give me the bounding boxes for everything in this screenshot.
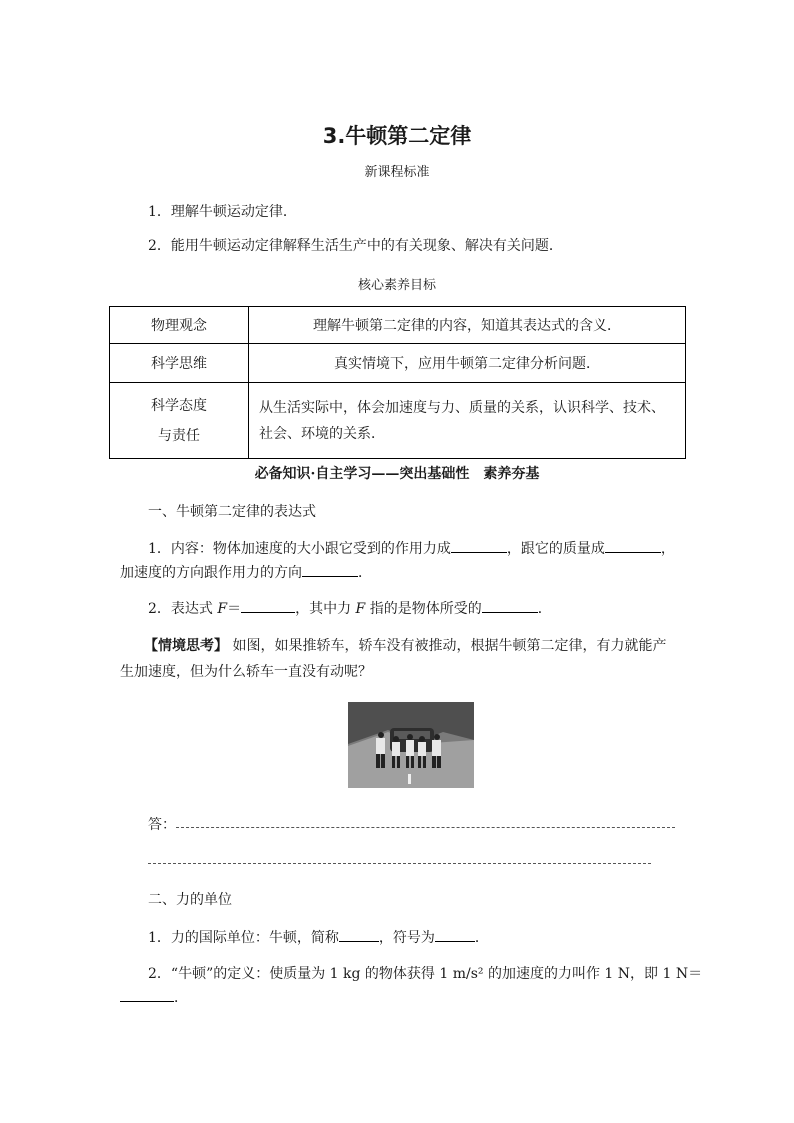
s2-item1-end: ． bbox=[474, 930, 489, 946]
s1-item1-line2 bbox=[120, 562, 372, 582]
s1-item2 bbox=[148, 598, 552, 618]
s1-item1-line2-prefix: 加速度的方向跟作用力的方向 bbox=[120, 565, 302, 581]
goals-row bbox=[110, 344, 686, 383]
answer-blank[interactable] bbox=[482, 598, 538, 613]
s2-item1-prefix: 1．力的国际单位：牛顿，简称 bbox=[148, 930, 339, 946]
answer-blank[interactable] bbox=[241, 598, 295, 613]
section2-heading: 二、力的单位 bbox=[148, 892, 232, 908]
answer-blank[interactable] bbox=[120, 987, 174, 1002]
s1-item1-line2-end: ． bbox=[358, 565, 372, 581]
answer-line[interactable] bbox=[148, 863, 651, 864]
goals-heading: 核心素养目标 bbox=[357, 278, 436, 293]
s2-item1-mid: ，符号为 bbox=[378, 930, 435, 946]
curriculum-item-2: 2．能用牛顿运动定律解释生活生产中的有关现象、解决有关问题． bbox=[148, 238, 563, 254]
answer-blank[interactable] bbox=[302, 562, 358, 577]
thinking-text1: 如图，如果推轿车，轿车没有被推动，根据牛顿第二定律，有力就能产 bbox=[228, 638, 667, 654]
thinking-line2: 生加速度，但为什么轿车一直没有动呢？ bbox=[120, 664, 372, 680]
s1-item2-mid2: 指的是物体所受的 bbox=[365, 601, 482, 617]
goals-key bbox=[110, 383, 249, 459]
s1-item1-line1 bbox=[148, 538, 675, 558]
car-pushing-photo-illustration bbox=[348, 702, 474, 788]
page-title: 3.牛顿第二定律 bbox=[322, 124, 472, 148]
car-pushing-photo bbox=[348, 702, 474, 788]
goals-value: 理解牛顿第二定律的内容，知道其表达式的含义． bbox=[249, 307, 686, 344]
answer-line[interactable] bbox=[176, 827, 675, 828]
s2-item2-end: ． bbox=[174, 990, 188, 1006]
var-f: F bbox=[355, 601, 366, 617]
thinking-tag: 【情境思考】 bbox=[144, 638, 228, 654]
goals-key-line2: 与责任 bbox=[158, 427, 200, 444]
s2-item2-line2 bbox=[120, 987, 188, 1007]
s1-item2-mid: ，其中力 bbox=[295, 601, 356, 617]
var-f: F bbox=[217, 601, 228, 617]
s1-item2-eq: ＝ bbox=[227, 601, 242, 617]
answer-blank[interactable] bbox=[605, 538, 661, 553]
s1-item2-end: ． bbox=[537, 601, 552, 617]
s1-item1-end: ， bbox=[660, 541, 675, 557]
curriculum-item-1: 1．理解牛顿运动定律． bbox=[148, 204, 297, 220]
goals-key: 科学思维 bbox=[110, 344, 249, 383]
goals-row bbox=[110, 307, 686, 344]
section1-heading: 一、牛顿第二定律的表达式 bbox=[148, 504, 316, 520]
s1-item1-prefix: 1．内容：物体加速度的大小跟它受到的作用力成 bbox=[148, 541, 451, 557]
goals-row bbox=[110, 383, 686, 459]
goals-value: 真实情境下，应用牛顿第二定律分析问题． bbox=[249, 344, 686, 383]
s2-item1 bbox=[148, 927, 489, 947]
goals-value: 从生活实际中，体会加速度与力、质量的关系，认识科学、技术、社会、环境的关系． bbox=[249, 383, 686, 459]
thinking-line1 bbox=[144, 635, 666, 655]
answer-blank[interactable] bbox=[339, 927, 379, 942]
goals-key: 物理观念 bbox=[110, 307, 249, 344]
goals-key-line1: 科学态度 bbox=[151, 397, 207, 414]
curriculum-heading: 新课程标准 bbox=[364, 165, 430, 180]
goals-table bbox=[109, 306, 686, 459]
answer-blank[interactable] bbox=[451, 538, 507, 553]
s1-item1-mid: ，跟它的质量成 bbox=[506, 541, 605, 557]
section-banner: 必备知识·自主学习——突出基础性 素养夯基 bbox=[254, 466, 540, 482]
s2-item2-line1: 2．“牛顿”的定义：使质量为 1 kg 的物体获得 1 m/s² 的加速度的力叫作 1 N，即 1 N＝ bbox=[148, 966, 703, 982]
answer-blank[interactable] bbox=[435, 927, 475, 942]
s1-item2-prefix: 2．表达式 bbox=[148, 601, 218, 617]
answer-label: 答： bbox=[148, 817, 176, 833]
